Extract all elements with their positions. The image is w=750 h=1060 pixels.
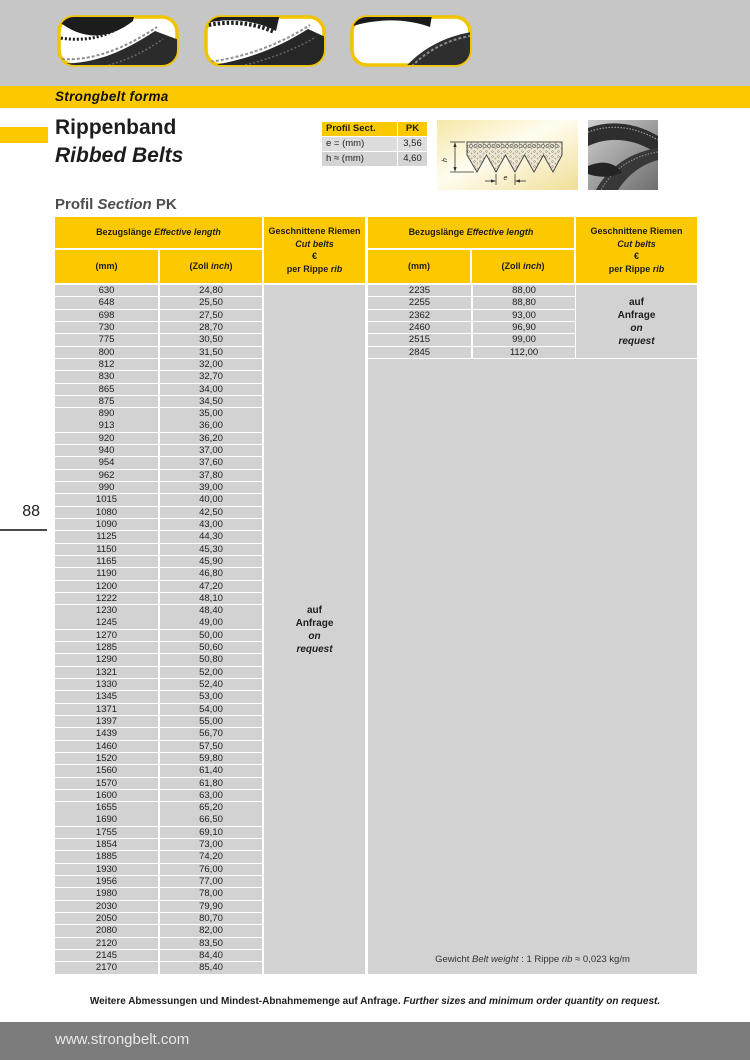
belt-photo-1: [57, 15, 179, 67]
table-cell: 83,50: [160, 938, 262, 949]
page-title-de: Rippenband: [55, 116, 177, 139]
table-cell: 1460: [55, 741, 158, 752]
table-cell: 34,50: [160, 396, 262, 407]
header-band: [0, 0, 750, 86]
table-cell: 865: [55, 384, 158, 395]
table-cell: 920: [55, 433, 158, 444]
right-on-request: auf Anfrage on request: [576, 285, 697, 358]
table-cell: 55,00: [160, 716, 262, 727]
table-row: [55, 482, 262, 493]
table-row: [55, 753, 262, 764]
table-cell: 2235: [368, 285, 471, 296]
table-cell: 43,00: [160, 519, 262, 530]
table-cell: 1885: [55, 851, 158, 862]
table-cell: 69,10: [160, 827, 262, 838]
table-cell: 48,10: [160, 593, 262, 604]
e-label: e: [503, 175, 508, 182]
table-row: [55, 544, 262, 555]
table-row: [55, 765, 262, 776]
table-row: [55, 617, 262, 628]
table-cell: 50,80: [160, 654, 262, 665]
table-cell: 32,70: [160, 371, 262, 382]
table-row: [55, 642, 262, 653]
table-cell: 57,50: [160, 741, 262, 752]
table-cell: 1090: [55, 519, 158, 530]
table-cell: 913: [55, 420, 158, 431]
table-row: [55, 445, 262, 456]
table-cell: 1655: [55, 802, 158, 813]
table-row: [55, 396, 262, 407]
table-cell: 76,00: [160, 864, 262, 875]
table-cell: 93,00: [473, 310, 575, 321]
table-row: [55, 359, 262, 370]
table-row: [55, 347, 262, 358]
table-cell: 50,00: [160, 630, 262, 641]
table-cell: 775: [55, 334, 158, 345]
table-cell: 1190: [55, 568, 158, 579]
table-cell: 45,90: [160, 556, 262, 567]
table-cell: 1245: [55, 617, 158, 628]
table-row: [55, 408, 262, 419]
table-cell: 40,00: [160, 494, 262, 505]
left-header-inch: (Zoll inch): [160, 250, 262, 283]
profile-diagram: [437, 120, 578, 190]
table-cell: 1755: [55, 827, 158, 838]
table-cell: 1371: [55, 704, 158, 715]
table-cell: 36,00: [160, 420, 262, 431]
table-cell: 88,00: [473, 285, 575, 296]
footer-note: Weitere Abmessungen und Mindest-Abnahmemenge auf Anfrage. Further sizes and minimum order quantity on request.: [89, 996, 661, 1007]
table-cell: 1930: [55, 864, 158, 875]
page-title-en: Ribbed Belts: [55, 144, 184, 167]
table-cell: 112,00: [473, 347, 575, 358]
table-cell: 730: [55, 322, 158, 333]
table-cell: 49,00: [160, 617, 262, 628]
table-row: [368, 347, 575, 358]
table-cell: 940: [55, 445, 158, 456]
table-row: [55, 913, 262, 924]
table-cell: 2255: [368, 297, 471, 308]
table-cell: 1270: [55, 630, 158, 641]
product-photo: [588, 120, 658, 190]
table-cell: 61,80: [160, 778, 262, 789]
table-cell: 1956: [55, 876, 158, 887]
table-cell: 1125: [55, 531, 158, 542]
table-row: [55, 581, 262, 592]
table-row: [368, 334, 575, 345]
table-row: [55, 285, 262, 296]
table-cell: 47,20: [160, 581, 262, 592]
table-row: [55, 704, 262, 715]
table-cell: 37,00: [160, 445, 262, 456]
table-row: [55, 728, 262, 739]
table-cell: 1439: [55, 728, 158, 739]
table-cell: 44,30: [160, 531, 262, 542]
table-cell: 1150: [55, 544, 158, 555]
table-cell: 25,50: [160, 297, 262, 308]
table-cell: 73,00: [160, 839, 262, 850]
table-row: [55, 790, 262, 801]
table-row: [55, 679, 262, 690]
spec-row-e: [322, 137, 427, 151]
table-row: [55, 876, 262, 887]
table-row: [368, 310, 575, 321]
table-row: [55, 691, 262, 702]
table-cell: 50,60: [160, 642, 262, 653]
table-cell: 1690: [55, 814, 158, 825]
size-tables: [55, 217, 697, 975]
table-row: [55, 938, 262, 949]
table-row: [368, 322, 575, 333]
right-header-cutbelts: Geschnittene Riemen Cut belts € per Rippe rib: [576, 217, 697, 283]
table-cell: 34,00: [160, 384, 262, 395]
table-row: [55, 556, 262, 567]
table-cell: 2145: [55, 950, 158, 961]
table-row: [55, 814, 262, 825]
table-cell: 39,00: [160, 482, 262, 493]
table-cell: 2515: [368, 334, 471, 345]
table-cell: 74,20: [160, 851, 262, 862]
table-cell: 875: [55, 396, 158, 407]
left-on-request: auf Anfrage on request: [264, 285, 365, 974]
table-row: [55, 494, 262, 505]
page-number-rule: [0, 529, 47, 531]
table-cell: 48,40: [160, 605, 262, 616]
table-cell: 37,60: [160, 457, 262, 468]
table-row: [55, 827, 262, 838]
table-cell: 1015: [55, 494, 158, 505]
table-cell: 45,30: [160, 544, 262, 555]
spec-header-value: PK: [398, 122, 427, 136]
table-cell: 2170: [55, 962, 158, 973]
table-row: [55, 802, 262, 813]
table-cell: 61,40: [160, 765, 262, 776]
bottom-bar: [0, 1022, 750, 1060]
table-cell: 2080: [55, 925, 158, 936]
table-cell: 52,00: [160, 667, 262, 678]
table-cell: 24,80: [160, 285, 262, 296]
table-cell: 63,00: [160, 790, 262, 801]
table-cell: 80,70: [160, 913, 262, 924]
table-cell: 2030: [55, 901, 158, 912]
table-cell: 800: [55, 347, 158, 358]
table-cell: 890: [55, 408, 158, 419]
table-cell: 27,50: [160, 310, 262, 321]
table-row: [55, 384, 262, 395]
table-cell: 2050: [55, 913, 158, 924]
table-row: [55, 507, 262, 518]
table-cell: 78,00: [160, 888, 262, 899]
page-number: 88: [22, 503, 40, 520]
right-table-empty-area: [368, 359, 697, 974]
table-cell: 99,00: [473, 334, 575, 345]
right-table-rows: [368, 285, 575, 359]
table-cell: 630: [55, 285, 158, 296]
table-cell: 1520: [55, 753, 158, 764]
table-cell: 1165: [55, 556, 158, 567]
table-cell: 1397: [55, 716, 158, 727]
table-row: [55, 605, 262, 616]
table-row: [55, 334, 262, 345]
table-row: [55, 297, 262, 308]
table-cell: 962: [55, 470, 158, 481]
left-header-mm: (mm): [55, 250, 158, 283]
table-cell: 54,00: [160, 704, 262, 715]
table-cell: 812: [55, 359, 158, 370]
table-cell: 31,50: [160, 347, 262, 358]
spec-header-row: [322, 122, 427, 136]
brand-name: Strongbelt forma: [55, 89, 169, 104]
table-row: [55, 950, 262, 961]
table-cell: 79,90: [160, 901, 262, 912]
table-row: [55, 667, 262, 678]
table-row: [368, 285, 575, 296]
table-cell: 1321: [55, 667, 158, 678]
table-cell: 53,00: [160, 691, 262, 702]
right-header-length: Bezugslänge Effective length: [368, 217, 574, 248]
table-row: [55, 716, 262, 727]
left-header-length: Bezugslänge Effective length: [55, 217, 262, 248]
table-row: [55, 962, 262, 973]
table-cell: 65,20: [160, 802, 262, 813]
table-row: [55, 470, 262, 481]
table-cell: 88,80: [473, 297, 575, 308]
table-cell: 990: [55, 482, 158, 493]
table-cell: 954: [55, 457, 158, 468]
table-cell: 1230: [55, 605, 158, 616]
table-cell: 35,00: [160, 408, 262, 419]
table-cell: 1330: [55, 679, 158, 690]
table-row: [55, 310, 262, 321]
table-cell: 82,00: [160, 925, 262, 936]
table-cell: 648: [55, 297, 158, 308]
spec-row-h: [322, 152, 427, 166]
table-row: [55, 593, 262, 604]
table-row: [55, 531, 262, 542]
table-cell: 36,20: [160, 433, 262, 444]
table-cell: 2845: [368, 347, 471, 358]
table-cell: 1600: [55, 790, 158, 801]
table-cell: 1570: [55, 778, 158, 789]
table-cell: 2460: [368, 322, 471, 333]
table-cell: 52,40: [160, 679, 262, 690]
table-cell: 1854: [55, 839, 158, 850]
table-row: [55, 371, 262, 382]
table-row: [55, 741, 262, 752]
table-row: [55, 420, 262, 431]
spec-label: h ≈ (mm): [322, 152, 397, 166]
table-cell: 28,70: [160, 322, 262, 333]
table-row: [55, 322, 262, 333]
title-accent-bar: [0, 127, 48, 143]
table-row: [368, 297, 575, 308]
table-cell: 56,70: [160, 728, 262, 739]
table-cell: 42,50: [160, 507, 262, 518]
table-cell: 1345: [55, 691, 158, 702]
table-row: [55, 568, 262, 579]
table-row: [55, 901, 262, 912]
table-row: [55, 457, 262, 468]
table-cell: 1222: [55, 593, 158, 604]
table-row: [55, 864, 262, 875]
table-cell: 1560: [55, 765, 158, 776]
table-cell: 2120: [55, 938, 158, 949]
euro-symbol: €: [311, 251, 317, 261]
table-cell: 1285: [55, 642, 158, 653]
table-row: [55, 851, 262, 862]
table-cell: 1980: [55, 888, 158, 899]
table-cell: 2362: [368, 310, 471, 321]
website-link[interactable]: www.strongbelt.com: [55, 1031, 190, 1048]
table-cell: 1080: [55, 507, 158, 518]
table-row: [55, 888, 262, 899]
left-header-cutbelts: Geschnittene Riemen Cut belts € per Rippe rib: [264, 217, 365, 283]
table-row: [55, 839, 262, 850]
brand-bar: [0, 86, 750, 108]
euro-symbol: €: [633, 251, 639, 261]
table-cell: 85,40: [160, 962, 262, 973]
table-cell: 1290: [55, 654, 158, 665]
h-label: h: [442, 158, 449, 162]
belt-photo-3: [350, 15, 472, 67]
section-heading: Profil Section PK: [55, 196, 177, 213]
right-header-inch: (Zoll inch): [472, 250, 574, 283]
table-cell: 66,50: [160, 814, 262, 825]
table-cell: 77,00: [160, 876, 262, 887]
table-cell: 698: [55, 310, 158, 321]
table-cell: 1200: [55, 581, 158, 592]
table-cell: 37,80: [160, 470, 262, 481]
table-cell: 96,90: [473, 322, 575, 333]
spec-value: 4,60: [398, 152, 427, 166]
table-cell: 32,00: [160, 359, 262, 370]
table-cell: 830: [55, 371, 158, 382]
table-row: [55, 778, 262, 789]
table-cell: 30,50: [160, 334, 262, 345]
table-row: [55, 630, 262, 641]
spec-header-label: Profil Sect.: [322, 122, 397, 136]
weight-note: Gewicht Belt weight : 1 Rippe rib ≈ 0,023 kg/m: [435, 954, 630, 965]
table-row: [55, 654, 262, 665]
spec-value: 3,56: [398, 137, 427, 151]
belt-photo-2: [204, 15, 326, 67]
table-row: [55, 519, 262, 530]
table-cell: 46,80: [160, 568, 262, 579]
left-table-rows: [55, 285, 262, 975]
table-cell: 59,80: [160, 753, 262, 764]
right-header-mm: (mm): [368, 250, 470, 283]
profile-spec-table: [322, 122, 427, 167]
table-row: [55, 433, 262, 444]
table-row: [55, 925, 262, 936]
table-cell: 84,40: [160, 950, 262, 961]
spec-label: e = (mm): [322, 137, 397, 151]
